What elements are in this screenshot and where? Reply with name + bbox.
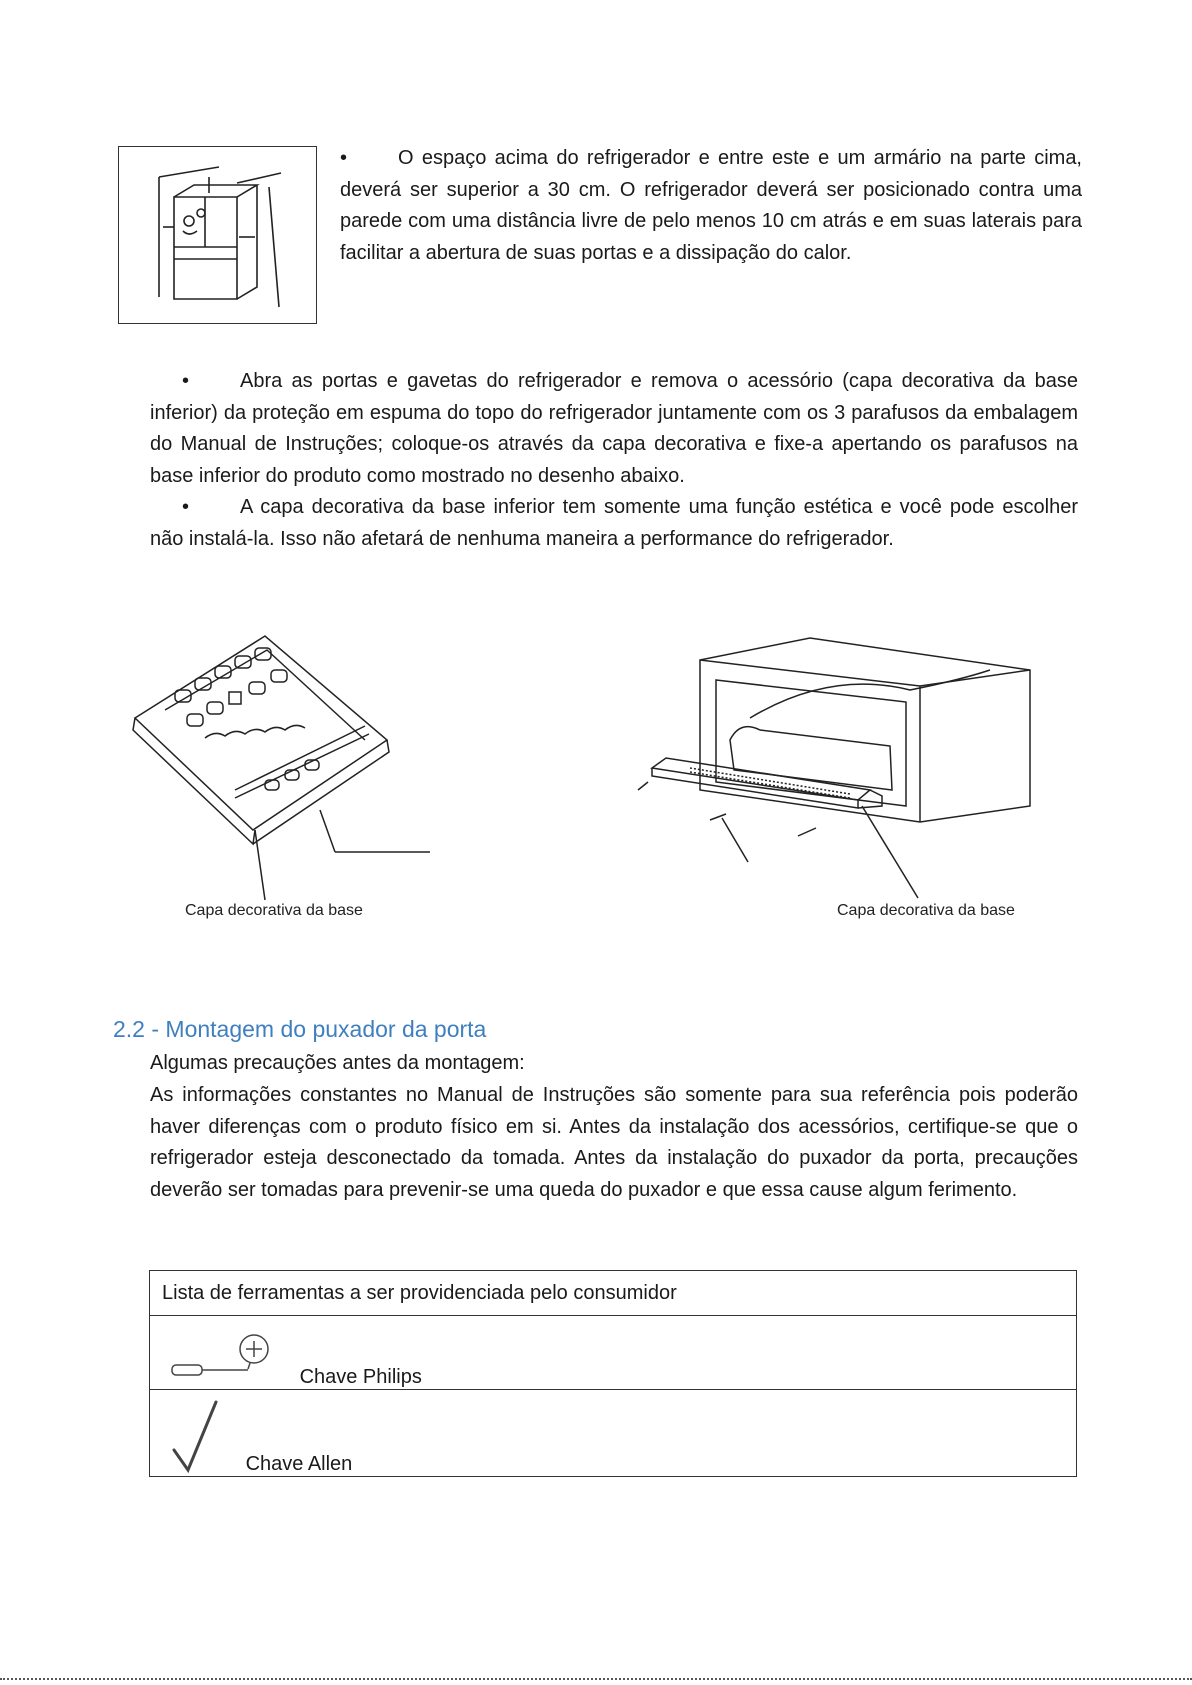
table-row (150, 1316, 1077, 1390)
fridge-clearance-drawing (119, 147, 316, 323)
base-cover-drawing (125, 630, 435, 910)
bullet-marker: • (182, 370, 190, 392)
screwdriver-icon (170, 1329, 270, 1389)
bullet-text: A capa decorativa da base inferior tem somente uma função estética e você pode escolher não instalá-la. Isso não afetará de nenhuma maneira a performance do refrigerador. (150, 496, 1078, 550)
clearance-paragraph (340, 143, 1082, 269)
bullet-text: Abra as portas e gavetas do refrigerador e remova o acessório (capa decorativa da base inferior) da proteção em espuma do topo do refrigerador juntamente com os 3 parafusos da embalagem do Manual de Instruções; coloque-os através da capa decorativa e fixe-a apertando os parafusos na base inferior do produto como mostrado no desenho abaixo. (150, 370, 1078, 487)
base-cover-figure-right (630, 630, 1050, 910)
bullet-item (150, 492, 1078, 555)
decorative-cover-instructions (150, 366, 1078, 555)
clearance-text: O espaço acima do refrigerador e entre este e um armário na parte cima, deverá ser superior a 30 cm. O refrigerador deverá ser posicionado contra uma parede com uma distância livre de pelo menos 10 cm atrás e em suas laterais para facilitar a abertura de suas portas e a dissipação do calor. (340, 147, 1082, 264)
right-figure-caption: Capa decorativa da base (837, 902, 1015, 919)
tools-table-header-text: Lista de ferramentas a ser providenciada pelo consumidor (162, 1281, 677, 1304)
tools-table-header (150, 1271, 1077, 1316)
precautions-subheading: Algumas precauções antes da montagem: (150, 1052, 525, 1074)
tool-label: Chave Philips (299, 1366, 422, 1388)
table-row (150, 1390, 1077, 1477)
tools-table-header-row (150, 1271, 1077, 1316)
bullet-marker: • (340, 147, 348, 169)
tool-cell (150, 1316, 1077, 1390)
precautions-paragraph: As informações constantes no Manual de Instruções são somente para sua referência pois poderão haver diferenças com o produto físico em si. Antes da instalação dos acessórios, certifique-se que o refrigerador esteja desconectado da tomada. Antes da instalação do puxador da porta, precauções deverão ser tomadas para prevenir-se uma queda do puxador e que essa cause algum ferimento. (150, 1084, 1078, 1201)
fridge-base-drawing (630, 630, 1050, 910)
bullet-marker: • (182, 496, 190, 518)
tool-label: Chave Allen (245, 1453, 353, 1475)
section-heading: 2.2 - Montagem do puxador da porta (113, 1016, 487, 1042)
fridge-clearance-figure (118, 146, 317, 324)
page-bottom-border (0, 1678, 1192, 1680)
left-figure-caption: Capa decorativa da base (185, 902, 363, 919)
tools-table (149, 1270, 1077, 1477)
base-cover-figure-left (125, 630, 435, 910)
bullet-item (150, 366, 1078, 492)
allen-key-icon (170, 1396, 222, 1476)
tool-cell (150, 1390, 1077, 1477)
